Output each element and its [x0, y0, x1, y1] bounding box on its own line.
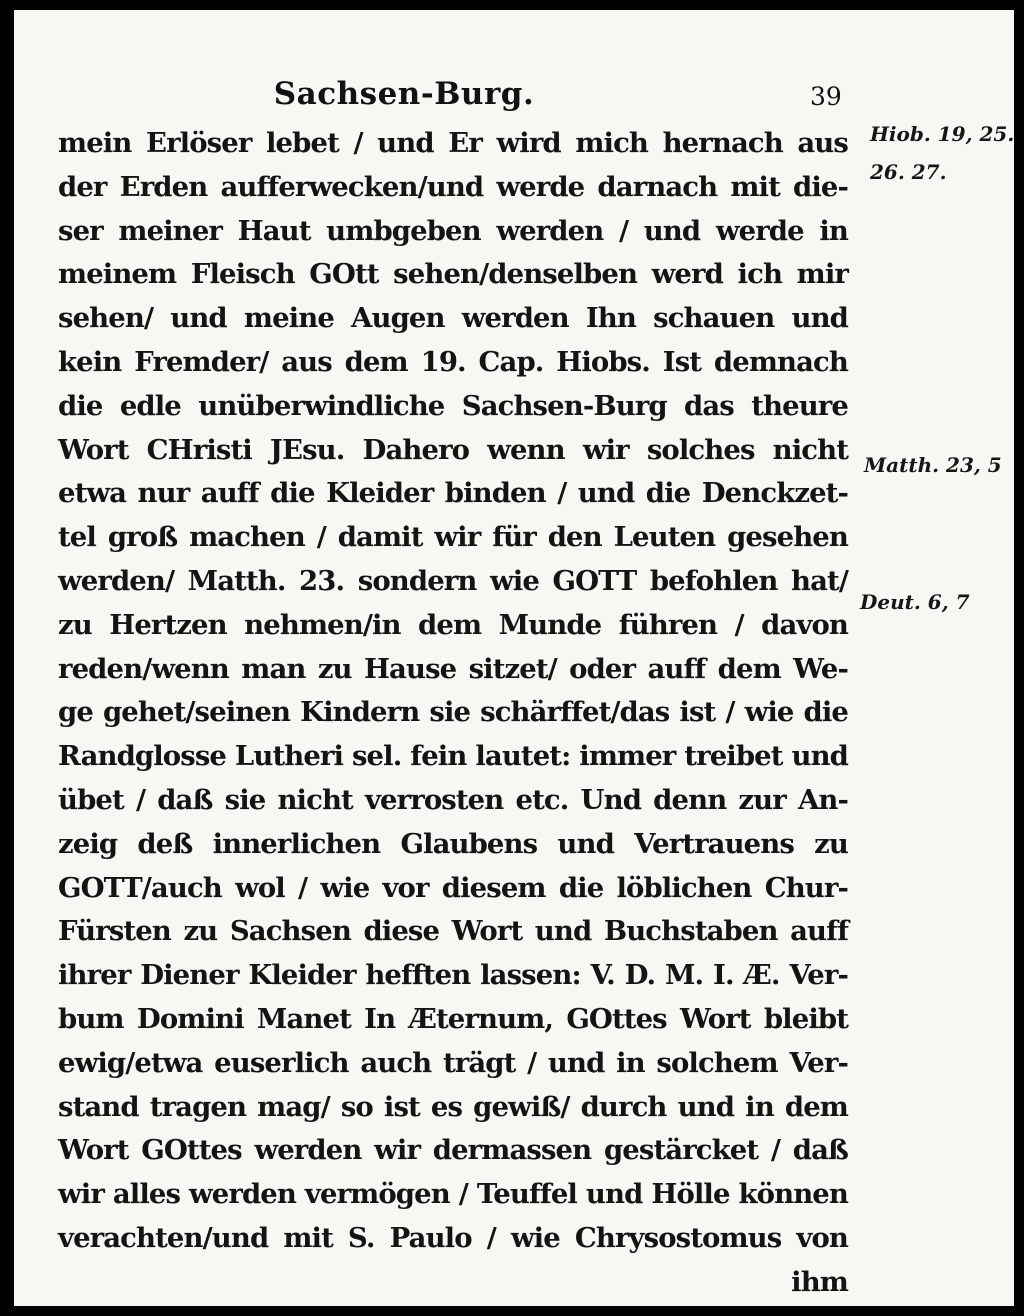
text-line: Wort GOttes werden wir dermassen gestärcket / daß — [58, 1134, 848, 1167]
text-line: wir alles werden vermögen / Teuffel und Hölle können — [58, 1178, 848, 1211]
body-text — [58, 122, 848, 1305]
text-line: ge gehet/seinen Kindern sie schärffet/das ist / wie die — [58, 696, 848, 729]
text-line: GOTT/auch wol / wie vor diesem die löblichen Chur- — [58, 871, 848, 904]
running-head: Sachsen-Burg. — [273, 76, 535, 112]
text-line: kein Fremder/ aus dem 19. Cap. Hiobs. Ist demnach — [58, 345, 848, 378]
text-line: verachten/und mit S. Paulo / wie Chrysostomus von — [58, 1221, 848, 1254]
page-number: 39 — [810, 82, 842, 111]
text-line: reden/wenn man zu Hause sitzet/ oder auff dem We- — [58, 652, 848, 685]
text-line: Fürsten zu Sachsen diese Wort und Buchstaben auff — [58, 915, 848, 948]
catchword: ihm — [791, 1265, 848, 1298]
margin-note-hiob: Hiob. 19, 25. — [870, 122, 1014, 146]
text-line: die edle unüberwindliche Sachsen-Burg das theure — [58, 389, 848, 422]
text-line: ser meiner Haut umbgeben werden / und werde in — [58, 214, 848, 247]
book-page — [14, 10, 1014, 1306]
text-line: etwa nur auff die Kleider binden / und die Denckzet- — [58, 477, 848, 510]
text-line: ewig/etwa euserlich auch trägt / und in solchem Ver- — [58, 1046, 848, 1079]
text-line: bum Domini Manet In Æternum, GOttes Wort bleibt — [58, 1002, 848, 1035]
margin-note-deut: Deut. 6, 7 — [860, 590, 970, 614]
text-line: sehen/ und meine Augen werden Ihn schauen und — [58, 302, 848, 335]
margin-note-matth: Matth. 23, 5 — [864, 453, 1002, 477]
text-line: übet / daß sie nicht verrosten etc. Und denn zur An- — [58, 783, 848, 816]
text-line: zeig deß innerlichen Glaubens und Vertrauens zu — [58, 827, 848, 860]
text-line: der Erden aufferwecken/und werde darnach mit die- — [58, 170, 848, 203]
text-line: ihrer Diener Kleider hefften lassen: V. D. M. I. Æ. Ver- — [58, 959, 848, 992]
text-line: Wort CHristi JEsu. Dahero wenn wir solches nicht — [58, 433, 848, 466]
text-line: tel groß machen / damit wir für den Leuten gesehen — [58, 521, 848, 554]
text-line: Randglosse Lutheri sel. fein lautet: immer treibet und — [58, 740, 848, 773]
margin-note-hiob-verses: 26. 27. — [870, 160, 947, 184]
text-line: zu Hertzen nehmen/in dem Munde führen / davon — [58, 608, 848, 641]
text-line: werden/ Matth. 23. sondern wie GOTT befohlen hat/ — [58, 564, 848, 597]
text-line: meinem Fleisch GOtt sehen/denselben werd ich mir — [58, 258, 848, 291]
text-line: stand tragen mag/ so ist es gewiß/ durch und in dem — [58, 1090, 848, 1123]
text-line: mein Erlöser lebet / und Er wird mich hernach aus — [58, 127, 848, 159]
